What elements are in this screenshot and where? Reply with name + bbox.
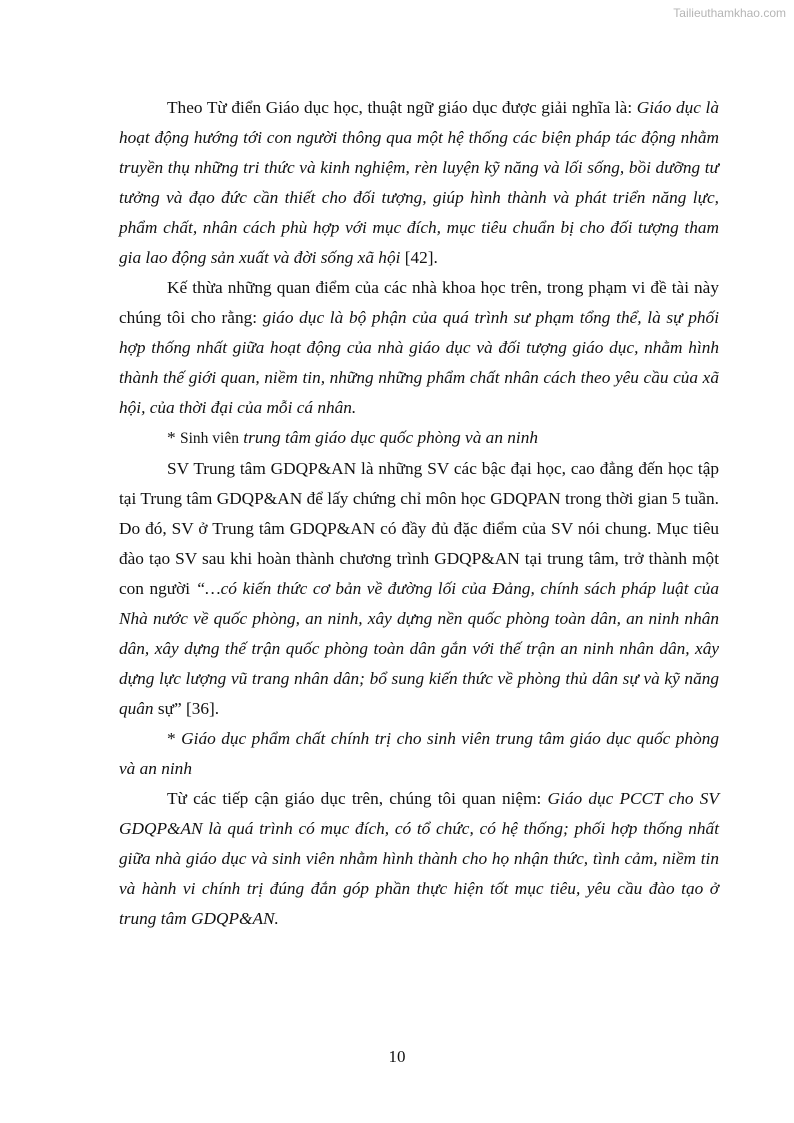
paragraph-inheritance <box>119 273 719 423</box>
paragraph-conclusion <box>119 784 719 934</box>
paragraph-text: Theo Từ điển Giáo dục học, thuật ngữ giáo dục được giải nghĩa là: <box>167 98 637 117</box>
citation: sự” [36]. <box>153 699 220 718</box>
paragraph-text: Kế thừa những quan điểm của các nhà khoa học trên, trong phạm vi đề tài này chúng tôi cho rằng: <box>119 278 719 327</box>
paragraph-italic-text: Giáo dục là hoạt động hướng tới con người thông qua một hệ thống các biện pháp tác động nhằm truyền thụ những tri thức và kinh nghiệm, rèn luyện kỹ năng và lối sống, bồi dưỡng tư tưởng và đạo đức cần thiết cho đối tượng, giúp hình thành và phát triển năng lực, phẩm chất, nhân cách phù hợp với mục đích, mục tiêu chuẩn bị cho đối tượng tham gia lao động sản xuất và đời sống xã hội <box>119 98 719 267</box>
subheading-political-education <box>119 724 719 784</box>
subheading-text: trung tâm giáo dục quốc phòng và an ninh <box>238 428 539 447</box>
paragraph-italic-quote: “…có kiến thức cơ bản về đường lối của Đảng, chính sách pháp luật của Nhà nước về quốc phòng, an ninh, xây dựng nền quốc phòng toàn dân, an ninh nhân dân, xây dựng thế trận quốc phòng toàn dân gắn với thế trận an ninh nhân dân, xây dựng lực lượng vũ trang nhân dân; bổ sung kiến thức về phòng thủ dân sự và kỹ năng quân <box>119 579 720 718</box>
document-body <box>119 93 719 934</box>
citation: [42]. <box>400 248 438 267</box>
subheading-students <box>119 423 719 454</box>
bullet-star: * <box>167 729 182 748</box>
paragraph-definition <box>119 93 719 273</box>
page-number: 10 <box>388 1047 406 1066</box>
paragraph-text: SV Trung tâm GDQP&AN là những SV các bậc đại học, cao đẳng đến học tập tại Trung tâm GDQP&AN để lấy chứng chỉ môn học GDQPAN trong thời gian 5 tuần. Do đó, SV ở Trung tâm GDQP&AN có đầy đủ đặc điểm của SV nói chung. Mục tiêu đào tạo SV sau khi hoàn thành chương trình GDQP&AN tại trung tâm, trở thành một con người <box>119 459 719 598</box>
paragraph-text: Từ các tiếp cận giáo dục trên, chúng tôi quan niệm: <box>167 789 548 808</box>
subheading-prefix: Sinh viên <box>179 430 239 447</box>
watermark: Tailieuthamkhao.com <box>673 6 786 20</box>
bullet-star: * <box>167 428 180 447</box>
paragraph-italic-text: giáo dục là bộ phận của quá trình sư phạm tổng thể, là sự phối hợp thống nhất giữa hoạt động của nhà giáo dục và đối tượng giáo dục, nhằm hình thành thế giới quan, niềm tin, những những phẩm chất nhân cách theo yêu cầu của xã hội, của thời đại của mỗi cá nhân. <box>119 308 719 417</box>
paragraph-students <box>119 454 719 724</box>
subheading-text: Giáo dục phẩm chất chính trị cho sinh viên trung tâm giáo dục quốc phòng và an ninh <box>119 729 719 778</box>
paragraph-italic-text: Giáo dục PCCT cho SV GDQP&AN là quá trình có mục đích, có tổ chức, có hệ thống; phối hợp thống nhất giữa nhà giáo dục và sinh viên nhằm hình thành cho họ nhận thức, tình cảm, niềm tin và hành vi chính trị đúng đắn góp phần thực hiện tốt mục tiêu, yêu cầu đào tạo ở trung tâm GDQP&AN. <box>119 789 719 928</box>
